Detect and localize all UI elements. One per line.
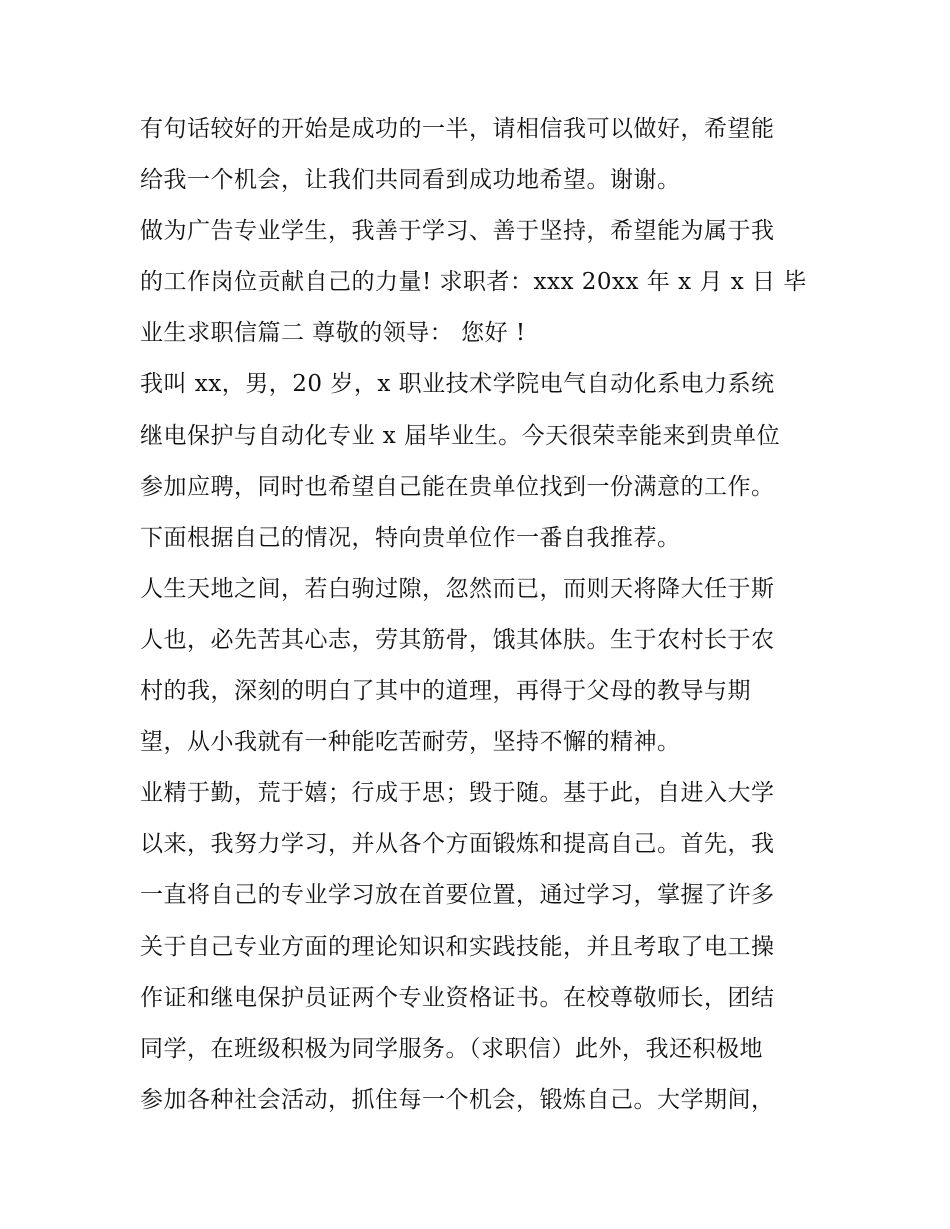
text-line: 继电保护与自动化专业 x 届毕业生。今天很荣幸能来到贵单位 [140,422,781,449]
body-text [140,104,820,1126]
text-line: 望，从小我就有一种能吃苦耐劳，坚持不懈的精神。 [140,729,681,756]
text-line: 做为广告专业学生，我善于学习、善于坚持，希望能为属于我 [140,218,775,245]
text-line: 业生求职信篇二 尊敬的领导： 您好 ! [140,320,526,347]
text-line: 村的我，深刻的明白了其中的道理，再得于父母的教导与期 [140,678,751,705]
text-line: 作证和继电保护员证两个专业资格证书。在校尊敬师长，团结 [140,984,775,1011]
text-line: 给我一个机会，让我们共同看到成功地希望。谢谢。 [140,167,681,194]
text-line: 的工作岗位贡献自己的力量! 求职者：xxx 20xx 年 x 月 x 日 毕 [140,269,807,296]
text-line: 有句话较好的开始是成功的一半，请相信我可以做好，希望能 [140,116,775,142]
text-line: 下面根据自己的情况，特向贵单位作一番自我推荐。 [140,524,681,551]
text-line: 人也，必先苦其心志，劳其筋骨，饿其体肤。生于农村长于农 [140,626,775,653]
text-line: 一直将自己的专业学习放在首要位置，通过学习，掌握了许多 [140,882,775,909]
text-line: 以来，我努力学习，并从各个方面锻炼和提高自己。首先，我 [140,831,775,858]
text-line: 参加应聘，同时也希望自己能在贵单位找到一份满意的工作。 [140,473,775,500]
text-line: 业精于勤，荒于嬉；行成于思；毁于随。基于此，自进入大学 [140,780,775,807]
text-line: 我叫 xx，男，20 岁，x 职业技术学院电气自动化系电力系统 [140,371,775,398]
text-line: 同学，在班级积极为同学服务。（求职信）此外，我还积极地 [140,1035,763,1062]
text-line: 关于自己专业方面的理论知识和实践技能，并且考取了电工操 [140,933,775,960]
text-line: 参加各种社会活动，抓住每一个机会，锻炼自己。大学期间， [140,1086,775,1113]
text-line: 人生天地之间，若白驹过隙，忽然而已，而则天将降大任于斯 [140,575,775,602]
